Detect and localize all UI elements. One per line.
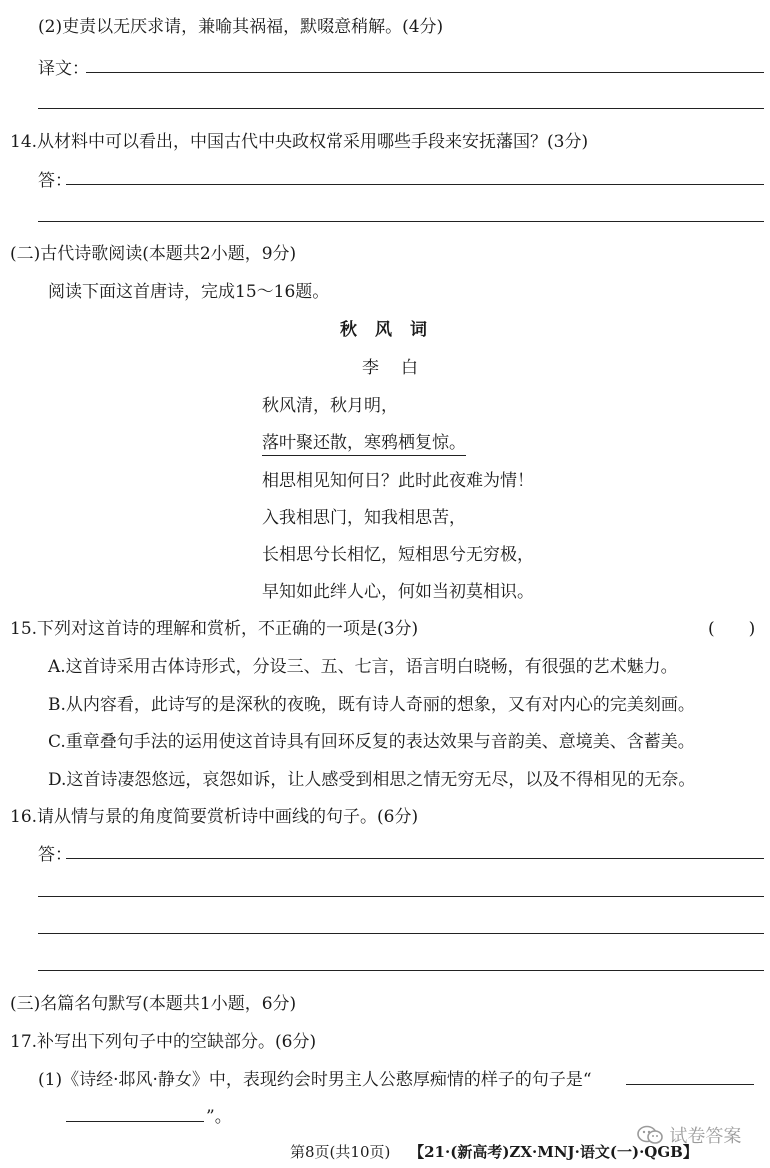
poem-author: 李白 — [362, 358, 440, 378]
poem-line: 入我相思门，知我相思苦， — [262, 508, 466, 528]
answer-line[interactable] — [38, 933, 764, 934]
section-heading: (二)古代诗歌阅读(本题共2小题，9分) — [10, 244, 297, 264]
option-c: C.重章叠句手法的运用使这首诗具有回环反复的表达效果与音韵美、意境美、含蓄美。 — [48, 732, 695, 752]
watermark-text: 试卷答案 — [669, 1126, 742, 1147]
question-15: 15.下列对这首诗的理解和赏析，不正确的一项是(3分) — [10, 619, 419, 639]
answer-line[interactable] — [38, 970, 764, 971]
answer-line[interactable] — [66, 184, 764, 185]
answer-label: 答： — [38, 171, 72, 191]
option-b: B.从内容看，此诗写的是深秋的夜晚，既有诗人奇丽的想象，又有对内心的完美刻画。 — [48, 695, 695, 715]
answer-label: 答： — [38, 845, 72, 865]
question-14: 14.从材料中可以看出，中国古代中央政权常采用哪些手段来安抚藩国？(3分) — [10, 132, 589, 152]
section-intro: 阅读下面这首唐诗，完成15～16题。 — [48, 282, 330, 302]
question-17-item-1: (1)《诗经·邶风·静女》中，表现约会时男主人公憨厚痴情的样子的句子是“ — [38, 1070, 592, 1090]
closing-quote: ”。 — [206, 1107, 232, 1127]
answer-line[interactable] — [38, 896, 764, 897]
section-heading: (三)名篇名句默写(本题共1小题，6分) — [10, 994, 297, 1014]
watermark — [636, 1122, 741, 1151]
answer-line[interactable] — [86, 72, 764, 73]
question-16: 16.请从情与景的角度简要赏析诗中画线的句子。(6分) — [10, 807, 419, 827]
poem-title: 秋风词 — [340, 320, 445, 340]
exam-code-subject: 语文(一)·QGB — [579, 1143, 683, 1161]
option-d: D.这首诗凄怨悠远，哀怨如诉，让人感受到相思之情无穷无尽，以及不得相见的无奈。 — [48, 770, 696, 790]
poem-line: 秋风清，秋月明， — [262, 396, 398, 416]
question-13-2: (2)吏责以无厌求请，兼喻其祸福，默啜意稍解。(4分) — [38, 17, 444, 37]
wechat-icon — [636, 1124, 664, 1151]
answer-line[interactable] — [38, 108, 764, 109]
option-a: A.这首诗采用古体诗形式，分设三、五、七言，语言明白晓畅，有很强的艺术魅力。 — [48, 657, 678, 677]
question-17: 17.补写出下列句子中的空缺部分。(6分) — [10, 1032, 317, 1052]
poem-line: 长相思兮长相忆，短相思兮无穷极， — [262, 545, 534, 565]
answer-paren[interactable]: ( ) — [708, 619, 756, 639]
page-number: 第8页(共10页) — [290, 1143, 391, 1161]
fill-blank[interactable] — [66, 1121, 204, 1122]
answer-line[interactable] — [38, 221, 764, 222]
poem-line: 早知如此绊人心，何如当初莫相识。 — [262, 582, 534, 602]
fill-blank[interactable] — [626, 1084, 754, 1085]
translation-label: 译文： — [38, 59, 89, 79]
exam-code-close: 】 — [682, 1143, 698, 1161]
answer-line[interactable] — [66, 858, 764, 859]
poem-line-underlined: 落叶聚还散，寒鸦栖复惊。 — [262, 428, 466, 456]
poem-line: 相思相见知何日？此时此夜难为情！ — [262, 471, 534, 491]
exam-code-open: 【21·(新高考)ZX·MNJ· — [409, 1143, 580, 1161]
